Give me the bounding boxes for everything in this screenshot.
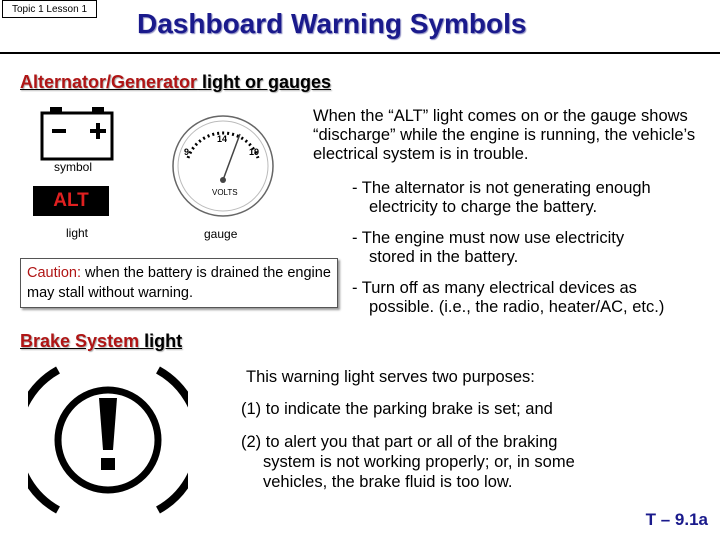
gauge-unit: VOLTS — [212, 188, 238, 197]
caution-box — [20, 258, 338, 308]
gauge-label: gauge — [204, 227, 238, 241]
alternator-heading-red: Alternator/Generator — [20, 72, 198, 92]
caution-text: when the battery is drained the engine may stall without warning. — [27, 265, 331, 301]
bullet-2-line-2: stored in the battery. — [369, 248, 519, 266]
bullet-2-line-1: - The engine must now use electricity — [352, 229, 625, 247]
page-title: Dashboard Warning Symbols — [137, 8, 527, 39]
gauge-number-high: 19 — [249, 147, 260, 157]
brake-heading — [20, 331, 182, 352]
brake-heading-rest: light — [139, 331, 183, 351]
symbol-label: symbol — [54, 160, 93, 174]
brake-item-1: (1) to indicate the parking brake is set; and — [241, 400, 553, 418]
bullet-3-line-2: possible. (i.e., the radio, heater/AC, etc.) — [369, 298, 665, 316]
title-divider — [0, 52, 720, 54]
light-label: light — [66, 226, 89, 240]
alternator-heading-rest: light or gauges — [197, 72, 332, 92]
brake-item-2-line-2: system is not working properly; or, in some — [263, 453, 575, 471]
brake-item-2-line-3: vehicles, the brake fluid is too low. — [263, 473, 513, 491]
slide-code: T – 9.1a — [645, 510, 708, 529]
bullet-3-line-1: - Turn off as many electrical devices as — [352, 279, 637, 297]
caution-label: Caution: — [27, 265, 82, 281]
brake-heading-red: Brake System — [20, 331, 140, 351]
battery-icon — [40, 107, 114, 161]
alternator-heading — [20, 72, 331, 93]
gauge-number-low: 9 — [184, 147, 190, 157]
alt-warning-light: ALT — [33, 186, 109, 216]
brake-item-2-line-1: (2) to alert you that part or all of the braking — [241, 433, 558, 451]
bullet-1-line-1: - The alternator is not generating enough — [352, 179, 651, 197]
alternator-intro: When the “ALT” light comes on or the gauge shows “discharge” while the engine is running, the vehicle’s electrical system is in trouble. — [313, 107, 696, 163]
gauge-number-mid: 14 — [217, 134, 228, 144]
topic-label: Topic 1 Lesson 1 — [2, 0, 97, 18]
brake-intro: This warning light serves two purposes: — [246, 368, 535, 386]
brake-warning-icon — [28, 364, 188, 514]
voltage-gauge-icon — [170, 114, 276, 218]
bullet-1-line-2: electricity to charge the battery. — [369, 198, 598, 216]
